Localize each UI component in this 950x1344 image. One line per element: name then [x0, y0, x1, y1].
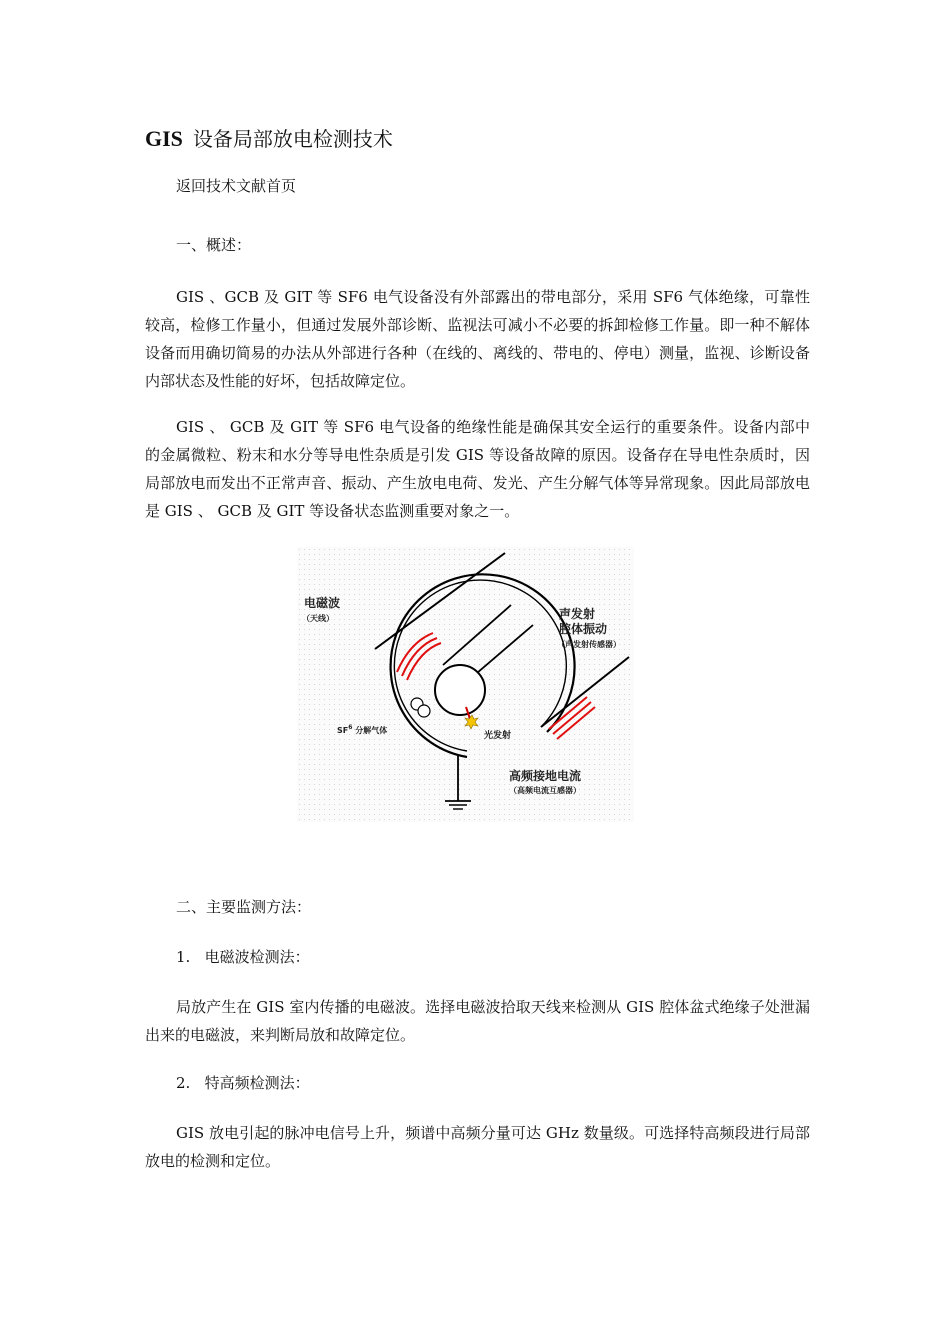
label-light-emission: 光发射 [484, 731, 512, 741]
light-emission-icon [465, 715, 478, 729]
title-prefix: GIS [145, 126, 183, 151]
method1-heading: 1. 电磁波检测法： [176, 948, 310, 966]
label-hf-current: 高频接地电流 [509, 769, 582, 783]
page-title [145, 123, 393, 152]
label-sf6-sup: 6 [348, 724, 353, 731]
paragraph-overview-1: GIS 、GCB 及 GIT 等 SF6 电气设备没有外部露出的带电部分，采用 SF6 气体绝缘，可靠性较高，检修工作量小，但通过发展外部诊断、监视法可减小不必要的拆卸检修工作量。即一种不解体设备而用确切简易的办法从外部进行各种（在线的、离线的、带电的、停电）测量，监视、诊断设备内部状态及性能的好坏，包括故障定位。 [145, 288, 810, 390]
label-hf-sensor: （高频电流互感器） [509, 786, 581, 795]
label-sf6 [337, 724, 387, 735]
tube-line-upper [375, 553, 505, 649]
label-em-wave: 电磁波 [304, 596, 341, 610]
label-sf6-prefix: SF [337, 726, 349, 735]
partial-discharge-diagram [297, 547, 634, 822]
title-text: 设备局部放电检测技术 [192, 127, 393, 151]
conductor-cross-section [435, 665, 485, 715]
label-acoustic-sensor: （声发射传感器） [557, 640, 621, 649]
paragraph-method-2: GIS 放电引起的脉冲电信号上升，频谱中高频分量可达 GHz 数量级。可选择特高频段进行局部放电的检测和定位。 [145, 1124, 810, 1170]
label-antenna: （天线） [302, 614, 334, 623]
back-link[interactable]: 返回技术文献首页 [176, 177, 297, 195]
method2-heading: 2. 特高频检测法： [176, 1074, 310, 1092]
enclosure-outer-ring [391, 574, 575, 757]
section2-heading: 二、主要监测方法： [176, 898, 312, 916]
label-vibration: 腔体振动 [559, 622, 608, 636]
section1-heading: 一、概述： [176, 236, 252, 254]
conductor-line-1 [443, 605, 511, 665]
diagram-svg [297, 547, 634, 822]
particle-2 [418, 705, 430, 717]
em-wave-arc-2 [402, 638, 437, 676]
label-sf6-rest: 分解气体 [352, 726, 388, 735]
enclosure-inner-ring [394, 580, 566, 751]
paragraph-method-1: 局放产生在 GIS 室内传播的电磁波。选择电磁波拾取天线来检测从 GIS 腔体盆式绝缘子处泄漏出来的电磁波，来判断局放和故障定位。 [145, 998, 810, 1044]
label-acoustic: 声发射 [559, 607, 596, 621]
paragraph-overview-2: GIS 、 GCB 及 GIT 等 SF6 电气设备的绝缘性能是确保其安全运行的重要条件。设备内部中的金属微粒、粉末和水分等导电性杂质是引发 GIS 等设备故障的原因。设备存在导电性杂质时，因局部放电而发出不正常声音、振动、产生放电电荷、发光、产生分解气体等异常现象。因此局部放电是 GIS 、 GCB 及 GIT 等设备状态监测重要对象之一。 [145, 418, 810, 520]
